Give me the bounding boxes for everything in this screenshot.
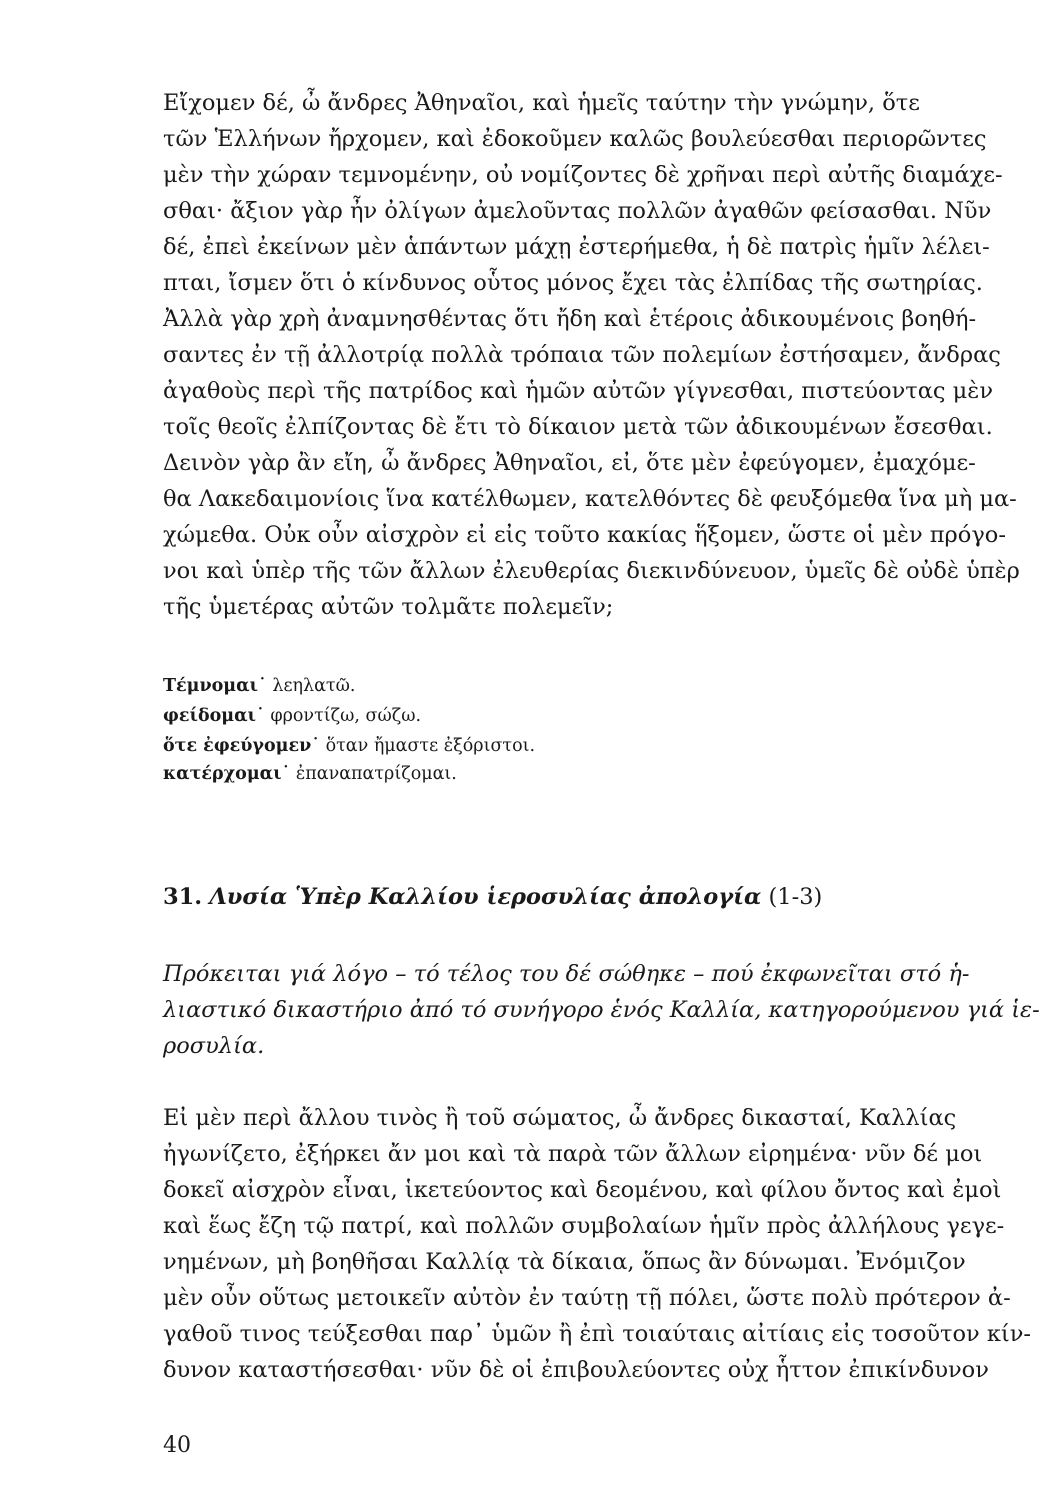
text-line: τοῖς θεοῖς ἐλπίζοντας δὲ ἔτι τὸ δίκαιον μετὰ τῶν ἀδικουμένων ἔσεσθαι.	[163, 414, 993, 440]
text-line: γαθοῦ τινος τεύξεσθαι παρ᾽ ὑμῶν ἢ ἐπὶ τοιαύταις αἰτίαις εἰς τοσοῦτον κίν-	[163, 1321, 1032, 1347]
text-line: σθαι· ἄξιον γὰρ ἦν ὀλίγων ἀμελοῦντας πολλῶν ἀγαθῶν φείσασθαι. Νῦν	[163, 198, 992, 224]
text-line: μὲν τὴν χώραν τεμνομένην, οὐ νομίζοντες δὲ χρῆναι περὶ αὐτῆς διαμάχε-	[163, 162, 1003, 188]
text-line: χώμεθα. Οὐκ οὖν αἰσχρὸν εἰ εἰς τοῦτο κακίας ἥξομεν, ὥστε οἱ μὲν πρόγο-	[163, 522, 1006, 548]
page-number: 40	[163, 1433, 191, 1458]
glossary-term: ὅτε ἐφεύγομεν˙	[163, 736, 320, 756]
glossary-term: κατέρχομαι˙	[163, 764, 291, 784]
text-line: καὶ ἕως ἔζη τῷ πατρί, καὶ πολλῶν συμβολαίων ἡμῖν πρὸς ἀλλήλους γεγε-	[163, 1213, 1005, 1239]
text-line: Ἀλλὰ γὰρ χρὴ ἀναμνησθέντας ὅτι ἤδη καὶ ἑτέροις ἀδικουμένοις βοηθή-	[163, 306, 977, 332]
section-title: Λυσία Ὑπὲρ Καλλίου ἱεροσυλίας ἀπολογία	[209, 884, 762, 910]
text-line: μὲν οὖν οὕτως μετοικεῖν αὐτὸν ἐν ταύτῃ τῇ πόλει, ὥστε πολὺ πρότερον ἀ-	[163, 1285, 1011, 1311]
text-line: νοι καὶ ὑπὲρ τῆς τῶν ἄλλων ἐλευθερίας διεκινδύνευον, ὑμεῖς δὲ οὐδὲ ὑπὲρ	[163, 558, 1020, 584]
text-line: δοκεῖ αἰσχρὸν εἶναι, ἱκετεύοντος καὶ δεομένου, καὶ φίλου ὄντος καὶ ἐμοὶ	[163, 1177, 1002, 1203]
glossary-meaning: ὅταν ἤμαστε ἐξόριστοι.	[325, 736, 536, 756]
glossary-meaning: λεηλατῶ.	[272, 676, 356, 696]
glossary-entry	[163, 734, 535, 758]
section-number: 31.	[163, 884, 203, 910]
text-line: πται, ἴσμεν ὅτι ὁ κίνδυνος οὗτος μόνος ἔχει τὰς ἐλπίδας τῆς σωτηρίας.	[163, 270, 983, 296]
section-heading	[163, 880, 822, 914]
text-line: τῶν Ἑλλήνων ἤρχομεν, καὶ ἐδοκοῦμεν καλῶς βουλεύεσθαι περιορῶντες	[163, 126, 987, 152]
intro-line: λιαστικό δικαστήριο ἀπό τό συνήγορο ἑνός Καλλία, κατηγορούμενου γιά ἱε-	[163, 997, 1040, 1023]
text-line: Δεινὸν γὰρ ἂν εἴη, ὦ ἄνδρες Ἀθηναῖοι, εἰ, ὅτε μὲν ἐφεύγομεν, ἐμαχόμε-	[163, 450, 976, 476]
text-line: σαντες ἐν τῇ ἀλλοτρίᾳ πολλὰ τρόπαια τῶν πολεμίων ἐστήσαμεν, ἄνδρας	[163, 342, 1001, 368]
text-line: τῆς ὑμετέρας αὐτῶν τολμᾶτε πολεμεῖν;	[163, 594, 614, 620]
intro-line: Πρόκειται γιά λόγο – τό τέλος του δέ σώθηκε – πού ἐκφωνεῖται στό ἡ-	[163, 961, 970, 987]
text-line: Εἰ μὲν περὶ ἄλλου τινὸς ἢ τοῦ σώματος, ὦ ἄνδρες δικασταί, Καλλίας	[163, 1105, 957, 1131]
text-line: νημένων, μὴ βοηθῆσαι Καλλίᾳ τὰ δίκαια, ὅπως ἂν δύνωμαι. Ἐνόμιζον	[163, 1249, 966, 1275]
section-range: (1-3)	[768, 884, 823, 910]
intro-line: ροσυλία.	[163, 1033, 265, 1059]
glossary-term: Τέμνομαι˙	[163, 676, 267, 696]
glossary-meaning: ἐπαναπατρίζομαι.	[295, 764, 457, 784]
glossary-term: φείδομαι˙	[163, 706, 265, 726]
text-line: ἀγαθοὺς περὶ τῆς πατρίδος καὶ ἡμῶν αὐτῶν γίγνεσθαι, πιστεύοντας μὲν	[163, 378, 994, 404]
glossary-entry	[163, 762, 457, 786]
text-line: θα Λακεδαιμονίοις ἵνα κατέλθωμεν, κατελθόντες δὲ φευξόμεθα ἵνα μὴ μα-	[163, 486, 1017, 512]
text-line: ἠγωνίζετο, ἐξήρκει ἄν μοι καὶ τὰ παρὰ τῶν ἄλλων εἰρημένα· νῦν δέ μοι	[163, 1141, 983, 1167]
text-line: δυνον καταστήσεσθαι· νῦν δὲ οἱ ἐπιβουλεύοντες οὐχ ἧττον ἐπικίνδυνον	[163, 1357, 989, 1383]
text-line: δέ, ἐπεὶ ἐκείνων μὲν ἁπάντων μάχῃ ἐστερήμεθα, ἡ δὲ πατρὶς ἡμῖν λέλει-	[163, 234, 990, 260]
glossary-meaning: φροντίζω, σώζω.	[270, 706, 422, 726]
glossary-entry	[163, 674, 355, 698]
glossary-entry	[163, 704, 421, 728]
text-line: Εἴχομεν δέ, ὦ ἄνδρες Ἀθηναῖοι, καὶ ἡμεῖς ταύτην τὴν γνώμην, ὅτε	[163, 90, 920, 116]
